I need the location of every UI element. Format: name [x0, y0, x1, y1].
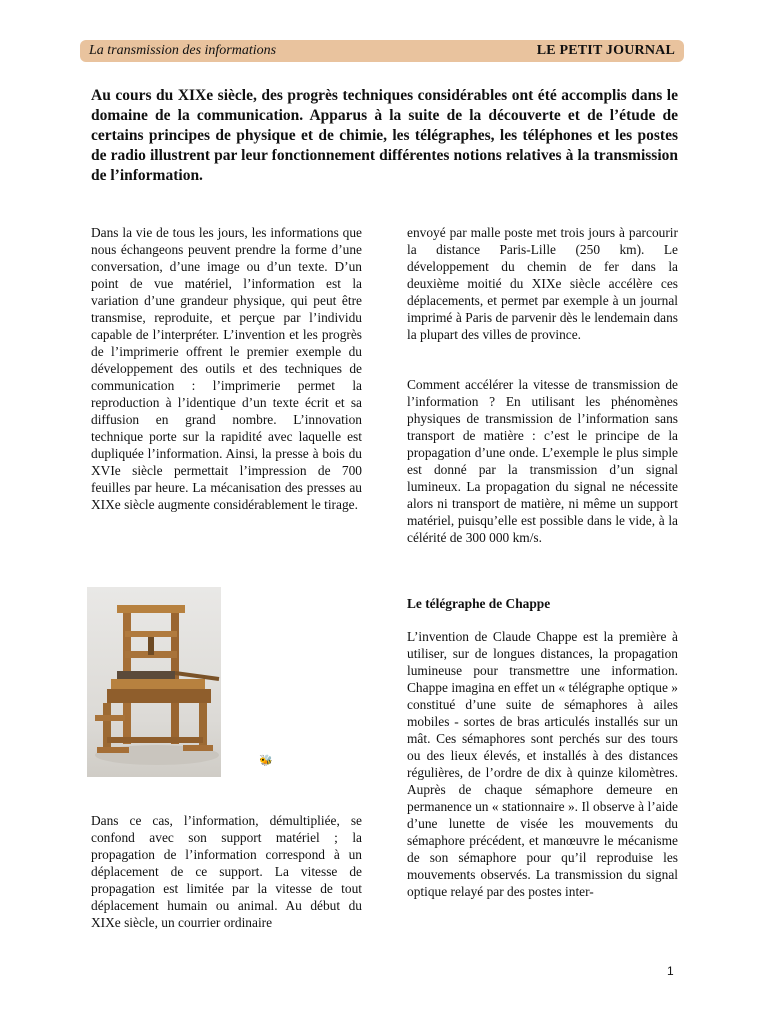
chappe-heading: Le télégraphe de Chappe — [407, 596, 551, 611]
header-bar — [80, 40, 684, 62]
printing-press-illustration — [87, 587, 221, 777]
right-column-bottom — [407, 628, 678, 900]
left-column-bottom — [91, 812, 362, 931]
right-column-top — [407, 224, 678, 343]
bee-icon: 🐝 — [259, 755, 273, 767]
journal-title: LE PETIT JOURNAL — [536, 43, 675, 58]
paragraph-wave: Comment accélérer la vitesse de transmission de l’information ? En utilisant les phénomènes physiques de transmission de l’information sans transport de matière : c’est le principe de la propagation d’une onde. L’exemple le plus simple est donné par la transmission d’un signal lumineux. La propagation du signal ne nécessite alors ni transport de matière, ni même un support matériel, puisqu’elle est possible dans le vide, à la célérité de 300 000 km/s. — [407, 377, 678, 545]
right-column-middle — [407, 376, 678, 546]
paragraph-printing: Dans la vie de tous les jours, les informations que nous échangeons peuvent prendre la forme d’une conversation, d’une image ou d’un texte. D’un point de vue matériel, l’information est la variation d’une grandeur physique, qui peut être transmise, reproduite, et perçue par l’individu capable de l’interpréter. L’invention et les progrès de l’imprimerie offrent le premier exemple du développement des outils et des techniques de communication : l’imprimerie permet la reproduction à l’identique d’un texte écrit et sa diffusion en grand nombre. L’innovation technique porte sur la rapidité avec laquelle est dupliquée l’information. Ainsi, la presse à bois du XVIe siècle permettait l’impression de 700 feuilles par heure. La mécanisation des presses au XIXe siècle augmente considérablement le tirage. — [91, 225, 362, 512]
paragraph-propagation: Dans ce cas, l’information, démultipliée, se confond avec son support matériel ; la propagation de l’information correspond à un déplacement de ce support. La vitesse de propagation est limitée par la vitesse de tout déplacement humain ou animal. Au début du XIXe siècle, un courrier ordinaire — [91, 813, 362, 930]
printing-press-photo — [87, 587, 221, 777]
paragraph-mail: envoyé par malle poste met trois jours à parcourir la distance Paris-Lille (250 km). Le développement du chemin de fer dans la deuxième moitié du XIXe siècle accélère ces déplacements, et permet par exemple à un journal imprimé à Paris de parvenir dès le lendemain dans la plupart des villes de province. — [407, 225, 678, 342]
page-number: 1 — [667, 964, 674, 978]
left-column-top — [91, 224, 362, 513]
section-title: La transmission des informations — [89, 43, 277, 58]
paragraph-chappe: L’invention de Claude Chappe est la première à utiliser, sur de longues distances, la propagation lumineuse pour transmettre une information. Chappe imagina en effet un « télégraphe optique » constitué d’une suite de sémaphores à ailes mobiles - sortes de bras articulés installés sur un mât. Ces sémaphores sont perchés sur des tours ou des lieux élevés, et installés à des distances régulières, de l’ordre de dix à quinze kilomètres. Auprès de chaque sémaphore demeure en permanence un « stationnaire ». Il observe à l’aide d’une lunette de visée les mouvements du sémaphore précédent, et manœuvre le mécanisme de son sémaphore pour qu’il reproduise les mouvements observés. La transmission du signal optique relayé par des postes inter- — [407, 629, 678, 899]
intro-paragraph: Au cours du XIXe siècle, des progrès techniques considérables ont été accomplis dans le domaine de la communication. Apparus à la suite de la découverte et de l’étude de certains principes de physique et de chimie, les télégraphes, les téléphones et les postes de radio illustrent par leur fonctionnement différentes notions relatives à la transmission de l’information. — [91, 87, 678, 184]
